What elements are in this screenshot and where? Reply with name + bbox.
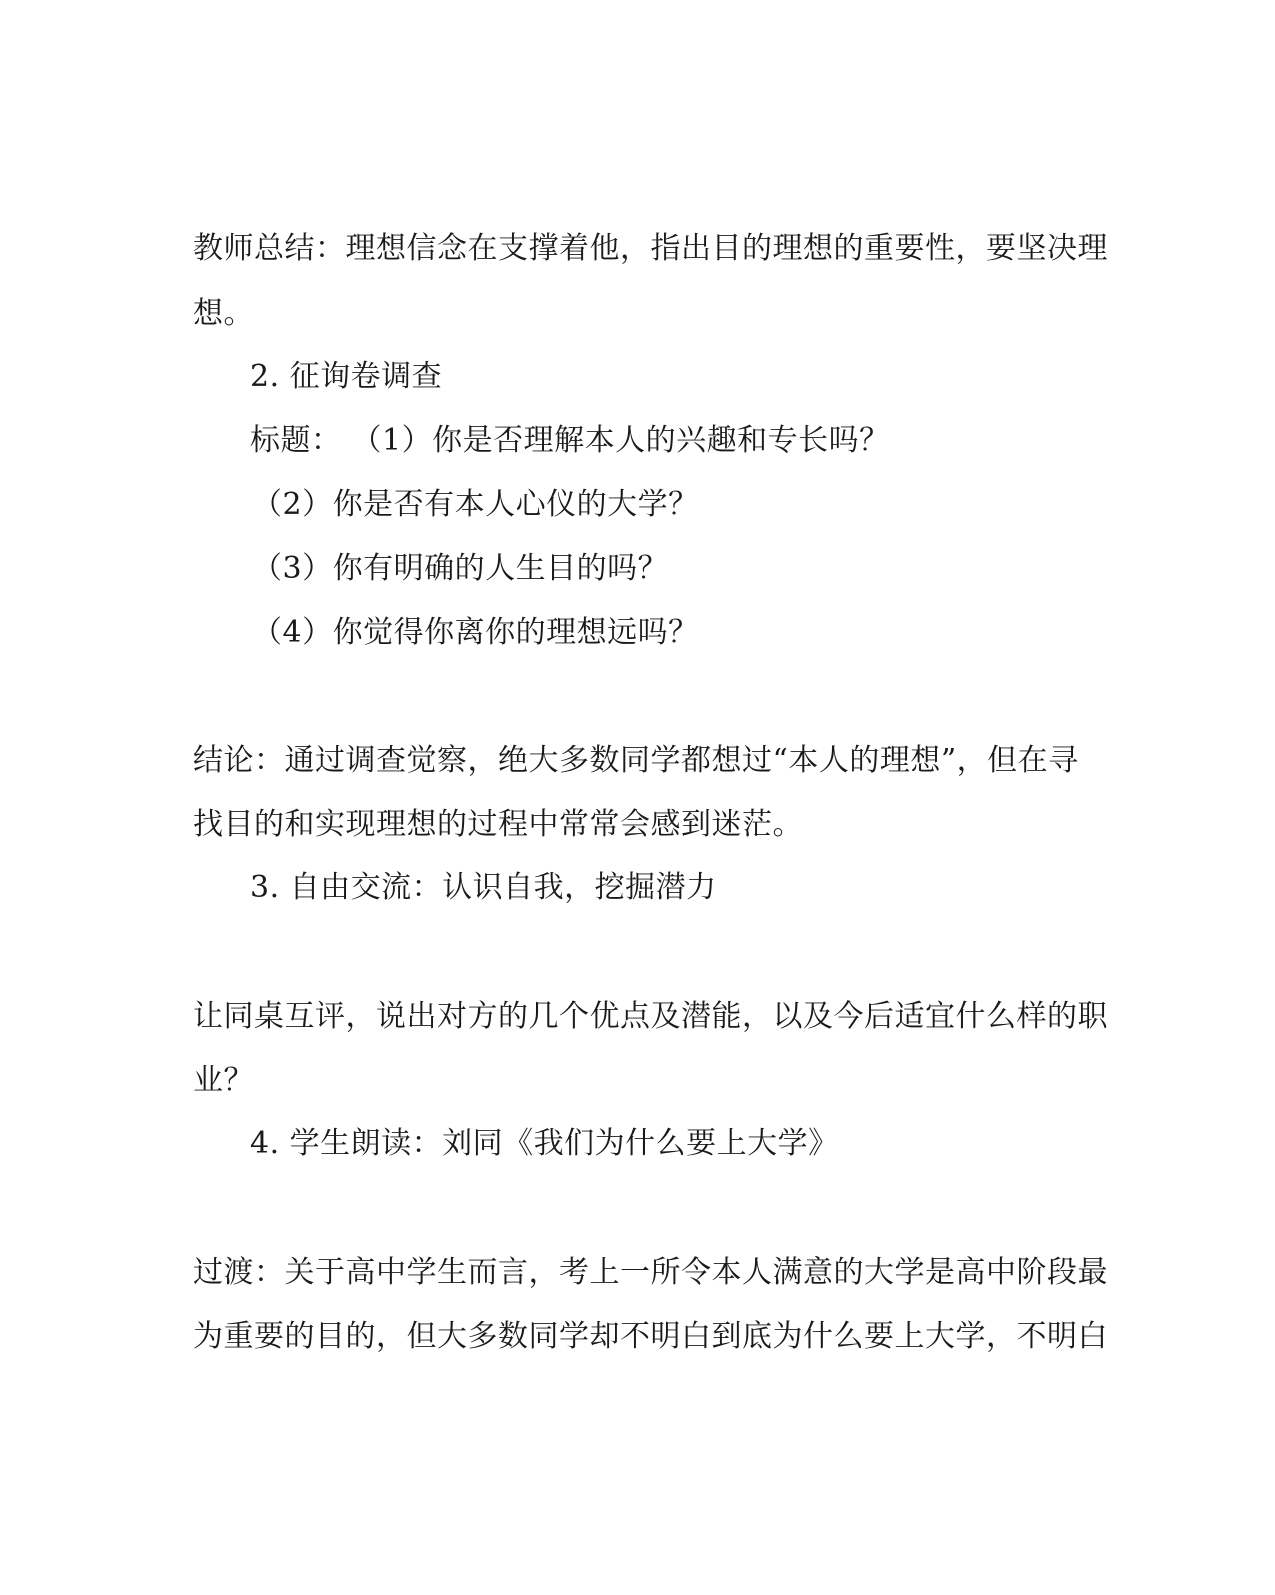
conclusion-line-1: 结论：通过调查觉察，绝大多数同学都想过“本人的理想”，但在寻 xyxy=(193,743,1079,778)
survey-question-3: （3）你有明确的人生目的吗？ xyxy=(252,551,669,586)
conclusion-line-2: 找目的和实现理想的过程中常常会感到迷茫。 xyxy=(193,807,803,842)
section-heading-reading: 4. 学生朗读：刘同《我们为什么要上大学》 xyxy=(250,1126,839,1161)
peer-review-line-2: 业？ xyxy=(193,1063,254,1098)
section-heading-survey: 2. 征询卷调查 xyxy=(250,359,443,394)
survey-question-2: （2）你是否有本人心仪的大学？ xyxy=(252,487,699,522)
teacher-summary-line-2: 想。 xyxy=(193,296,254,331)
teacher-summary-line-1: 教师总结：理想信念在支撑着他，指出目的理想的重要性，要坚决理 xyxy=(193,231,1108,266)
peer-review-line-1: 让同桌互评，说出对方的几个优点及潜能，以及今后适宜什么样的职 xyxy=(193,999,1108,1034)
section-heading-free-exchange: 3. 自由交流：认识自我，挖掘潜力 xyxy=(250,870,717,905)
transition-line-2: 为重要的目的，但大多数同学却不明白到底为什么要上大学，不明白 xyxy=(193,1319,1108,1354)
survey-question-1: 标题： （1）你是否理解本人的兴趣和专长吗？ xyxy=(250,423,890,458)
transition-line-1: 过渡：关于高中学生而言，考上一所令本人满意的大学是高中阶段最 xyxy=(193,1255,1108,1290)
survey-question-4: （4）你觉得你离你的理想远吗？ xyxy=(252,615,699,650)
